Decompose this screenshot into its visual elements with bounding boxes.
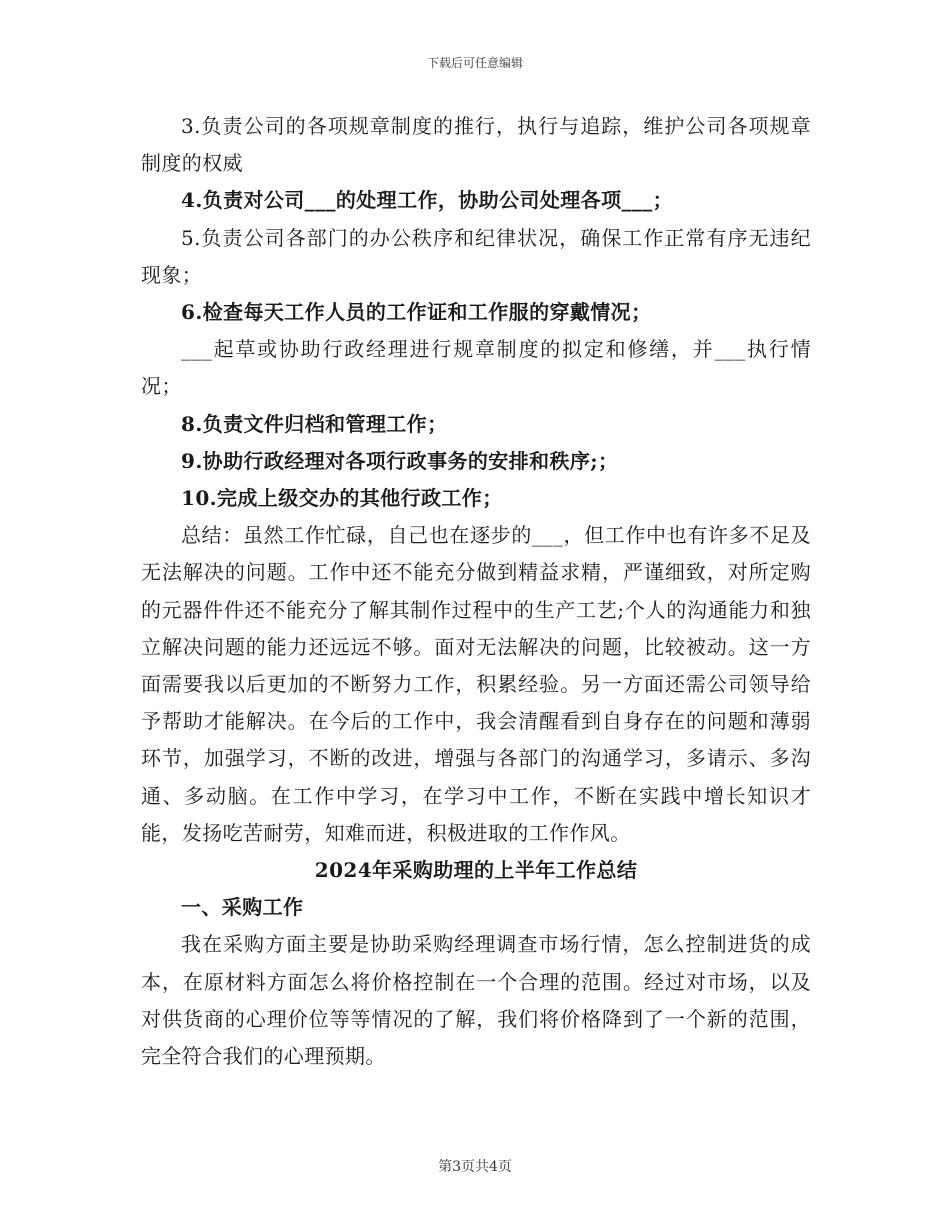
summary-paragraph: 总结：虽然工作忙碌，自己也在逐步的___，但工作中也有许多不足及无法解决的问题。工作中还不能充分做到精益求精，严谨细致，对所定购的元器件件还不能充分了解其制作过程中的生产工艺;个人的沟通能力和独立解决问题的能力还远远不够。面对无法解决的问题，比较被动。这一方面需要我以后更加的不断努力工作，积累经验。另一方面还需公司领导给予帮助才能解决。在今后的工作中，我会清醒看到自身存在的问题和薄弱环节，加强学习，不断的改进，增强与各部门的沟通学习，多请示、多沟通、多动脑。在工作中学习，在学习中工作，不断在实践中增长知识才能，发扬吃苦耐劳，知难而进，积极进取的工作作风。 — [141, 523, 811, 845]
page-header: 下载后可任意编辑 — [426, 56, 523, 70]
duty-item-7: ___起草或协助行政经理进行规章制度的拟定和修缮，并___执行情况； — [141, 337, 811, 399]
duty-item-9: 9.协助行政经理对各项行政事务的安排和秩序;； — [181, 448, 619, 473]
duty-item-3: 3.负责公司的各项规章制度的推行，执行与追踪，维护公司各项规章制度的权威 — [141, 114, 811, 176]
duty-item-5: 5.负责公司各部门的办公秩序和纪律状况，确保工作正常有序无违纪现象； — [141, 225, 811, 287]
duty-item-10: 10.完成上级交办的其他行政工作； — [181, 486, 503, 511]
duty-item-6: 6.检查每天工作人员的工作证和工作服的穿戴情况； — [181, 300, 652, 325]
page-footer: 第3页共4页 — [438, 1159, 512, 1175]
section-heading-purchasing: 一、采购工作 — [181, 895, 304, 920]
document-body — [141, 108, 811, 1075]
document-title: 2024年采购助理的上半年工作总结 — [314, 858, 638, 883]
duty-item-8: 8.负责文件归档和管理工作； — [181, 411, 448, 436]
duty-item-4: 4.负责对公司___的处理工作，协助公司处理各项___； — [181, 188, 674, 213]
purchasing-paragraph: 我在采购方面主要是协助采购经理调查市场行情，怎么控制进货的成本，在原材料方面怎么将价格控制在一个合理的范围。经过对市场，以及对供货商的心理价位等等情况的了解，我们将价格降到了一个新的范围，完全符合我们的心理预期。 — [141, 932, 811, 1069]
